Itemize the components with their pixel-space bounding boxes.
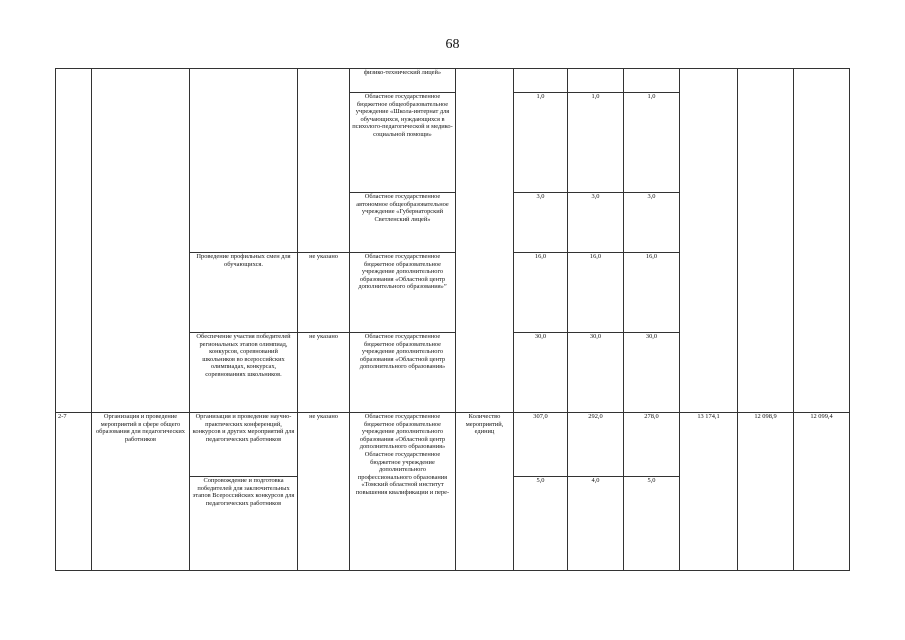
value-cell: 16,0 xyxy=(624,253,680,333)
finance-cell: 12 098,9 xyxy=(738,413,794,571)
activity-cell: Проведение профильных смен для обучающихся. xyxy=(190,253,298,333)
institution-cell: Областное государственное бюджетное образовательное учреждение дополнительного образования «Областной центр дополнительного образования» xyxy=(350,333,456,413)
value-cell: 1,0 xyxy=(624,93,680,193)
table-row xyxy=(56,69,850,93)
finance-cell: 12 099,4 xyxy=(794,413,850,571)
page-number: 68 xyxy=(445,37,460,52)
finance-cell: 13 174,1 xyxy=(680,413,738,571)
deadline-cell-empty xyxy=(298,69,350,253)
value-cell: 16,0 xyxy=(568,253,624,333)
deadline-cell: не указано xyxy=(298,253,350,333)
deadline-cell: не указано xyxy=(298,333,350,413)
value-cell: 3,0 xyxy=(568,193,624,253)
indicator-cell-empty xyxy=(456,69,514,413)
institution-cell: Областное государственное бюджетное образовательное учреждение дополнительного образования «Областной центр дополнительного образования»” xyxy=(350,253,456,333)
finance-cell-empty xyxy=(738,69,794,413)
activity-cell: Организация и проведение научно-практических конференций, конкурсов и других мероприятий для педагогических работников xyxy=(190,413,298,477)
value-cell: 5,0 xyxy=(514,477,568,571)
value-cell: 1,0 xyxy=(568,93,624,193)
value-cell: 292,0 xyxy=(568,413,624,477)
program-table xyxy=(55,68,850,571)
activity-cell-empty xyxy=(190,69,298,253)
value-cell: 4,0 xyxy=(568,477,624,571)
institution-cell: физико-технический лицей» xyxy=(350,69,456,93)
value-cell: 307,0 xyxy=(514,413,568,477)
institution-cell: Областное государственное автономное общеобразовательное учреждение «Губернаторский Светленский лицей» xyxy=(350,193,456,253)
code-cell-empty xyxy=(56,69,92,413)
activity-cell: Сопровождение и подготовка победителей для заключительных этапов Всероссийских конкурсов для педагогических работников xyxy=(190,477,298,571)
table-row xyxy=(56,413,850,477)
institution-text: Областное государственное бюджетное учреждение дополнительного профессионального образования «Томский областной институт повышения квалификации и пере- xyxy=(355,450,450,496)
value-cell: 30,0 xyxy=(624,333,680,413)
finance-cell-empty xyxy=(794,69,850,413)
activity-cell: Обеспечение участия победителей региональных этапов олимпиад, конкурсов, соревнований школьников во всероссийских олимпиадах, конкурсах, соревнованиях школьников. xyxy=(190,333,298,413)
value-cell xyxy=(624,69,680,93)
value-cell: 278,0 xyxy=(624,413,680,477)
value-cell: 3,0 xyxy=(624,193,680,253)
institution-cell xyxy=(350,413,456,571)
value-cell: 30,0 xyxy=(568,333,624,413)
value-cell xyxy=(568,69,624,93)
indicator-cell: Количество мероприятий, единиц xyxy=(456,413,514,571)
measure-cell: Организация и проведение мероприятий в сфере общего образования для педагогических работников xyxy=(92,413,190,571)
code-cell: 2-7 xyxy=(56,413,92,571)
institution-text: Областное государственное бюджетное образовательное учреждение дополнительного образования «Областной центр дополнительного образования» xyxy=(359,413,446,451)
institution-cell: Областное государственное бюджетное общеобразовательное учреждение «Школа-интернат для обучающихся, нуждающихся в психолого-педагогической и медико-социальной помощи» xyxy=(350,93,456,193)
value-cell xyxy=(514,69,568,93)
value-cell: 1,0 xyxy=(514,93,568,193)
value-cell: 16,0 xyxy=(514,253,568,333)
deadline-cell: не указано xyxy=(298,413,350,571)
measure-cell-empty xyxy=(92,69,190,413)
finance-cell-empty xyxy=(680,69,738,413)
value-cell: 30,0 xyxy=(514,333,568,413)
value-cell: 3,0 xyxy=(514,193,568,253)
value-cell: 5,0 xyxy=(624,477,680,571)
